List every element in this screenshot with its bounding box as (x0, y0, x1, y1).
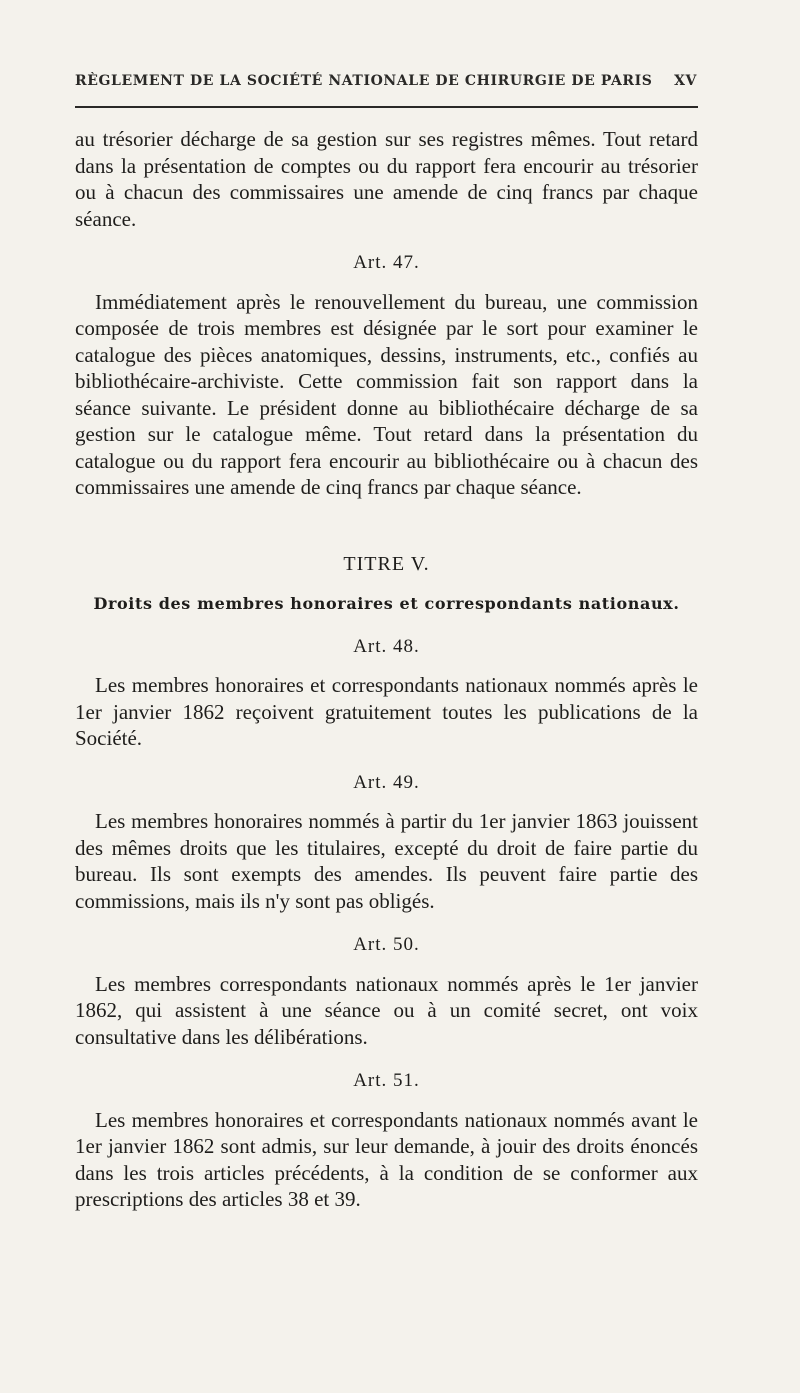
running-header (75, 73, 697, 89)
article-49-heading: Art. 49. (353, 771, 420, 793)
article-48-text: Les membres honoraires et correspondants nationaux nommés après le 1er janvier 1862 reçoivent gratuitement toutes les publications de la Société. (75, 673, 698, 750)
article-49-text: Les membres honoraires nommés à partir du 1er janvier 1863 jouissent des mêmes droits que les titulaires, excepté du droit de faire partie du bureau. Ils sont exempts des amendes. Ils peuvent faire partie des commissions, mais ils n'y sont pas obligés. (75, 809, 698, 913)
header-rule (75, 106, 698, 108)
article-51-heading: Art. 51. (353, 1070, 420, 1091)
running-title: RÈGLEMENT DE LA SOCIÉTÉ NATIONALE DE CHIRURGIE DE PARIS (75, 73, 653, 89)
paragraph-continued: au trésorier décharge de sa gestion sur ses registres mêmes. Tout retard dans la présentation de comptes ou du rapport fera encourir au trésorier ou à chacun des commissaires une amende de cinq francs par chaque séance. (75, 127, 698, 231)
article-47-heading: Art. 47. (353, 252, 420, 273)
article-47-text: Immédiatement après le renouvellement du bureau, une commission composée de trois membres est désignée par le sort pour examiner le catalogue des pièces anatomiques, dessins, instruments, etc., confiés au bibliothécaire-archiviste. Cette commission fait son rapport dans la séance suivante. Le président donne au bibliothécaire décharge de sa gestion sur le catalogue même. Tout retard dans la présentation du catalogue ou du rapport fera encourir au bibliothécaire ou à chacun des commissaires une amende de cinq francs par chaque séance. (75, 289, 698, 499)
article-48-heading: Art. 48. (353, 635, 420, 657)
article-51-text: Les membres honoraires et correspondants nationaux nommés avant le 1er janvier 1862 sont admis, sur leur demande, à jouir des droits énoncés dans les trois articles précédents, à la condition de se conformer aux prescriptions des articles 38 et 39. (75, 1107, 698, 1211)
article-50-heading: Art. 50. (353, 934, 420, 955)
page-number: XV (674, 73, 697, 89)
titre-heading: TITRE V. (343, 552, 430, 575)
article-50-text: Les membres correspondants nationaux nommés après le 1er janvier 1862, qui assistent à une séance ou à un comité secret, ont voix consultative dans les délibérations. (75, 971, 698, 1049)
titre-subtitle: Droits des membres honoraires et correspondants nationaux. (93, 594, 680, 613)
document-body (75, 126, 698, 1213)
